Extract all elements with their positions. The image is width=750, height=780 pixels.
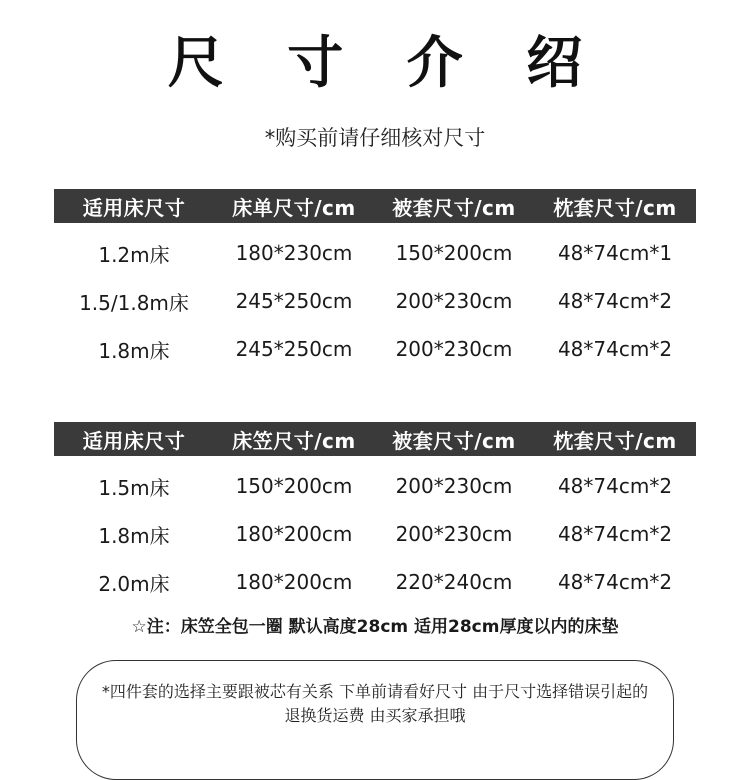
cell-quilt-cover-size: 220*240cm — [395, 570, 513, 594]
cell-bed-size: 1.5/1.8m床 — [79, 290, 189, 315]
cell-bed-size: 2.0m床 — [98, 571, 170, 596]
cell-bedsheet-size: 245*250cm — [235, 289, 353, 313]
cell-quilt-cover-size: 150*200cm — [395, 241, 513, 265]
table-header — [54, 422, 696, 456]
cell-pillowcase-size: 48*74cm*1 — [557, 241, 673, 265]
table-row — [54, 277, 696, 325]
cell-bed-size: 1.5m床 — [98, 475, 170, 500]
table-row — [54, 325, 696, 373]
table-row — [54, 558, 696, 606]
cell-pillowcase-size: 48*74cm*2 — [557, 474, 673, 498]
cell-fitted-sheet-size: 180*200cm — [235, 570, 353, 594]
cell-quilt-cover-size: 200*230cm — [395, 522, 513, 546]
fitted-sheet-note: ☆注：床笠全包一圈 默认高度28cm 适用28cm厚度以内的床垫 — [131, 617, 619, 637]
page-title: 尺 寸 介 绍 — [167, 31, 605, 96]
header-pillowcase-size: 枕套尺寸/cm — [553, 195, 677, 220]
header-bed-size: 适用床尺寸 — [82, 428, 186, 453]
cell-bed-size: 1.2m床 — [98, 242, 170, 267]
cell-quilt-cover-size: 200*230cm — [395, 289, 513, 313]
notice-line-2: 退换货运费 由买家承担哦 — [284, 706, 466, 725]
cell-quilt-cover-size: 200*230cm — [395, 474, 513, 498]
page-subtitle: *购买前请仔细核对尺寸 — [264, 126, 486, 150]
table-row — [54, 229, 696, 277]
header-fitted-sheet-size: 床笠尺寸/cm — [232, 428, 356, 453]
size-table-fitted-sheet — [54, 422, 696, 606]
header-bedsheet-size: 床单尺寸/cm — [232, 195, 356, 220]
header-quilt-cover-size: 被套尺寸/cm — [392, 195, 516, 220]
cell-fitted-sheet-size: 150*200cm — [235, 474, 353, 498]
header-bed-size: 适用床尺寸 — [82, 195, 186, 220]
cell-bedsheet-size: 245*250cm — [235, 337, 353, 361]
cell-quilt-cover-size: 200*230cm — [395, 337, 513, 361]
cell-fitted-sheet-size: 180*200cm — [235, 522, 353, 546]
table-row — [54, 462, 696, 510]
cell-pillowcase-size: 48*74cm*2 — [557, 337, 673, 361]
cell-pillowcase-size: 48*74cm*2 — [557, 570, 673, 594]
header-pillowcase-size: 枕套尺寸/cm — [553, 428, 677, 453]
cell-pillowcase-size: 48*74cm*2 — [557, 522, 673, 546]
table-header — [54, 189, 696, 223]
cell-bedsheet-size: 180*230cm — [235, 241, 353, 265]
cell-pillowcase-size: 48*74cm*2 — [557, 289, 673, 313]
cell-bed-size: 1.8m床 — [98, 338, 170, 363]
table-row — [54, 510, 696, 558]
notice-text — [76, 680, 674, 728]
cell-bed-size: 1.8m床 — [98, 523, 170, 548]
header-quilt-cover-size: 被套尺寸/cm — [392, 428, 516, 453]
notice-line-1: *四件套的选择主要跟被芯有关系 下单前请看好尺寸 由于尺寸选择错误引起的 — [101, 682, 649, 701]
size-table-bedsheet — [54, 189, 696, 373]
